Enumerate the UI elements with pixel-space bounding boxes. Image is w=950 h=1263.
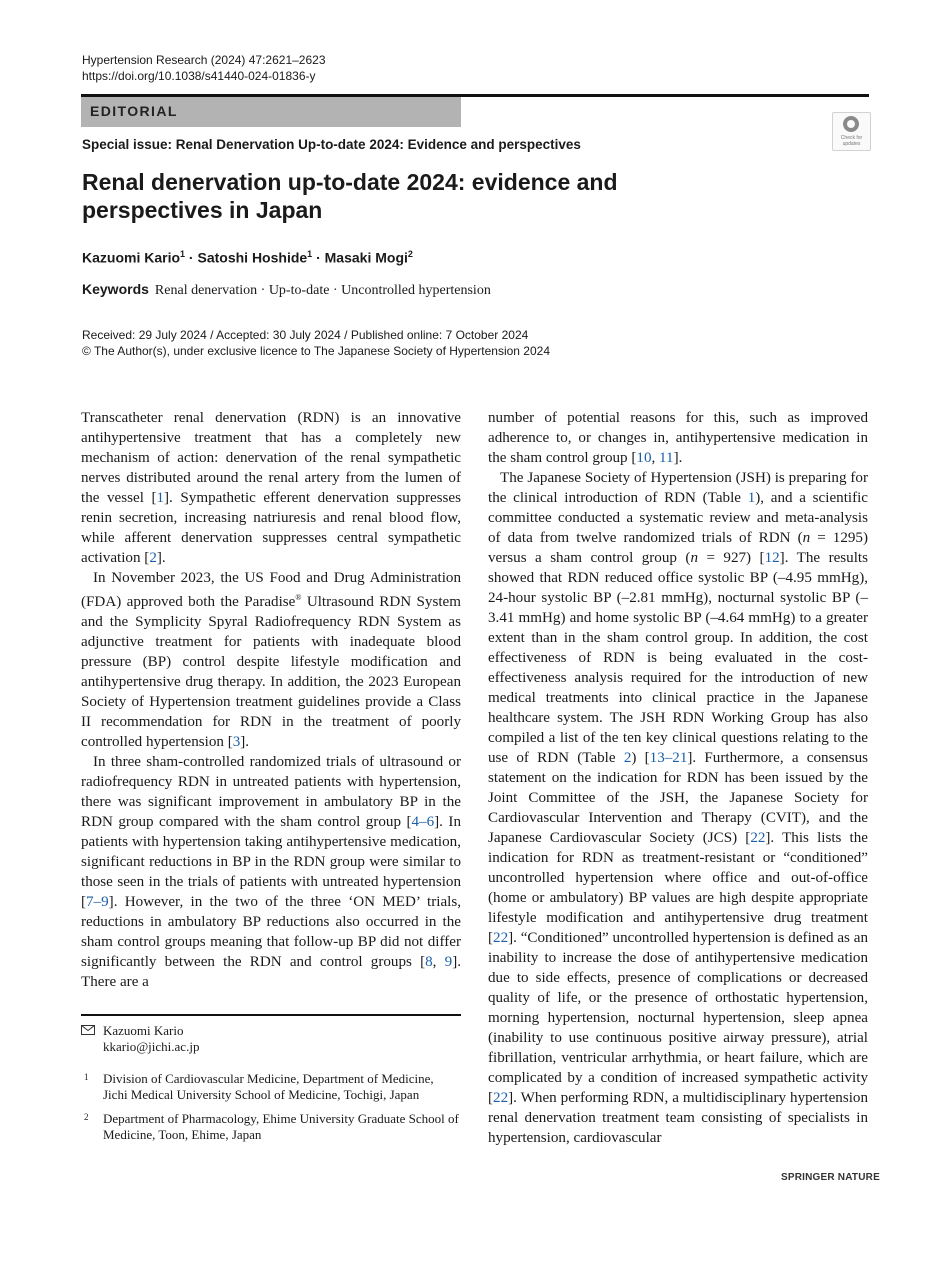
citation-link[interactable]: 1 [156, 490, 165, 506]
doi-link[interactable]: https://doi.org/10.1038/s41440-024-01836-y [82, 69, 316, 83]
italic-variable: n [690, 550, 698, 566]
journal-citation: Hypertension Research (2024) 47:2621–2623 [82, 53, 326, 67]
keywords-label: Keywords [82, 281, 149, 297]
publication-history [82, 327, 550, 359]
keywords-values: Renal denervation · Up-to-date · Uncontrolled hypertension [154, 283, 491, 298]
author-name: Masaki Mogi [324, 249, 408, 266]
citation-link[interactable]: 22 [493, 1090, 509, 1106]
publisher-logo: SPRINGER NATURE [781, 1172, 880, 1183]
author-name: Kazuomi Kario [82, 249, 181, 266]
affiliation-2 [81, 1111, 461, 1143]
citation-link[interactable]: 4–6 [411, 814, 435, 831]
affiliation-number: 2 [84, 1112, 89, 1122]
italic-variable: n [802, 530, 811, 546]
affiliation-1 [81, 1071, 461, 1103]
section-label: EDITORIAL [90, 103, 178, 119]
keywords-line [82, 281, 491, 299]
citation-link[interactable]: 2 [149, 550, 157, 566]
body-paragraph: Transcatheter renal denervation (RDN) is an innovative antihypertensive treatment that has a completely new mechanism of action: denervation of the renal sympathetic nerves distributed around the renal artery from the lumen of the vessel [1]. Sympathetic efferent denervation suppresses renin secretion, increasing natriuresis and renal blood flow, while afferent denervation suppresses central sympathetic activation [2]. [81, 410, 461, 566]
registered-mark: ® [295, 593, 302, 602]
author-separator: · [312, 249, 325, 266]
citation-link[interactable]: 1 [747, 490, 756, 506]
citation-link[interactable]: 10 [636, 450, 652, 466]
section-label-bar [81, 97, 461, 127]
corresponding-name: Kazuomi Kario [103, 1023, 184, 1038]
citation-link[interactable]: 3 [232, 734, 241, 751]
copyright-notice: © The Author(s), under exclusive licence to The Japanese Society of Hypertension 2024 [82, 344, 550, 358]
citation-link[interactable]: 22 [493, 930, 509, 946]
corresponding-email[interactable]: kkario@jichi.ac.jp [103, 1039, 200, 1054]
body-paragraph: In three sham-controlled randomized trials of ultrasound or radiofrequency RDN in untreated patients with hypertension, there was significant improvement in ambulatory BP in the RDN group compared with the sham control group [4–6]. In patients with hypertension taking antihypertensive medication, significant reductions in BP in the RDN group were similar to those seen in the trials of patients with untreated hypertension [7–9]. However, in the two of the three ‘ON MED’ trials, reductions in ambulatory BP reductions also occurred in the sham control groups meaning that follow-up BP did not differ significantly between the RDN and control groups [8, 9]. There are a [81, 754, 462, 991]
citation-link[interactable]: 8 [425, 954, 433, 971]
body-column-right [488, 408, 868, 1148]
author-affiliation-marker: 2 [407, 249, 413, 259]
citation-link[interactable]: 13–21 [649, 750, 688, 766]
article-title: Renal denervation up-to-date 2024: evidence and perspectives in Japan [82, 169, 618, 223]
affiliation-text: Division of Cardiovascular Medicine, Department of Medicine, Jichi Medical University School of Medicine, Tochigi, Japan [103, 1071, 434, 1102]
citation-link[interactable]: 2 [623, 750, 632, 766]
affiliation-text: Department of Pharmacology, Ehime University Graduate School of Medicine, Toon, Ehime, Japan [103, 1111, 459, 1142]
citation-link[interactable]: 9 [444, 954, 453, 971]
check-updates-label: Check for updates [840, 135, 863, 147]
citation-link[interactable]: 12 [764, 550, 780, 566]
citation-link[interactable]: 7–9 [86, 894, 109, 911]
author-separator: · [185, 249, 198, 266]
author-affiliation-marker: 1 [307, 249, 313, 259]
corresponding-author [81, 1023, 461, 1055]
envelope-icon [81, 1025, 95, 1035]
footnote-rule [81, 1014, 461, 1016]
body-paragraph: number of potential reasons for this, such as improved adherence to, or changes in, antihypertensive medication in the sham control group [10, 11]. [488, 410, 868, 466]
body-paragraph: The Japanese Society of Hypertension (JSH) is preparing for the clinical introduction of RDN (Table 1), and a scientific committee conducted a systematic review and meta-analysis of data from twelve randomized trials of RDN (n = 1295) versus a sham control group (n = 927) [12]. The results showed that RDN reduced office systolic BP (–4.95 mmHg), 24-hour systolic BP (–2.81 mmHg), nocturnal systolic BP (–3.41 mmHg) and home systolic BP (–4.64 mmHg) to a greater extent than in the sham control group. In addition, the cost effectiveness of RDN is being evaluated in the cost-effectiveness analysis required for the introduction of new medical treatments into clinical practice in the Japanese healthcare system. The JSH RDN Working Group has also compiled a list of the ten key clinical questions relating to the use of RDN (Table 2) [13–21]. Furthermore, a consensus statement on the indication for RDN has been issued by the Joint Committee of the JSH, the Japanese Society for Cardiovascular Intervention and Therapy (CVIT), and the Japanese Cardiovascular Society (JCS) [22]. This lists the indication for RDN as treatment-resistant or “conditioned” uncontrolled hypertension where office and out-of-office (home or ambulatory) BP values are high despite appropriate lifestyle modification and antihypertensive drug treatment [22]. “Conditioned” uncontrolled hypertension is defined as an inability to increase the dose of antihypertensive medication due to side effects, presence of complications or decreased quality of life, or the presence of orthostatic hypertension, morning hypertension, nocturnal hypertension, sleep apnea (inability to use continuous positive airway pressure), atrial fibrillation, ventricular arrhythmia, or heart failure, which are complicated by a condition of increased sympathetic activity [22]. When performing RDN, a multidisciplinary hypertension renal denervation treatment team consisting of specialists in hypertension, cardiovascular [488, 470, 868, 1146]
citation-link[interactable]: 11 [659, 450, 674, 466]
body-column-left [81, 408, 461, 992]
affiliation-number: 1 [84, 1072, 89, 1082]
body-paragraph: In November 2023, the US Food and Drug Administration (FDA) approved both the Paradise® Ultrasound RDN System and the Symplicity Spyral Radiofrequency RDN System as adjunctive treatment for patients with inadequate blood pressure (BP) control despite lifestyle modification and antihypertensive drug therapy. In addition, the 2023 European Society of Hypertension treatment guidelines provide a Class II recommendation for RDN in the treatment of poorly controlled hypertension [3]. [81, 570, 461, 751]
check-for-updates-badge[interactable] [832, 112, 871, 151]
citation-link[interactable]: 22 [750, 830, 766, 846]
check-updates-icon [843, 116, 859, 132]
author-list [82, 249, 413, 266]
received-dates: Received: 29 July 2024 / Accepted: 30 July 2024 / Published online: 7 October 2024 [82, 328, 529, 342]
special-issue-line: Special issue: Renal Denervation Up-to-date 2024: Evidence and perspectives [82, 137, 581, 152]
author-name: Satoshi Hoshide [197, 249, 308, 266]
author-affiliation-marker: 1 [180, 249, 186, 259]
journal-header [82, 52, 326, 84]
